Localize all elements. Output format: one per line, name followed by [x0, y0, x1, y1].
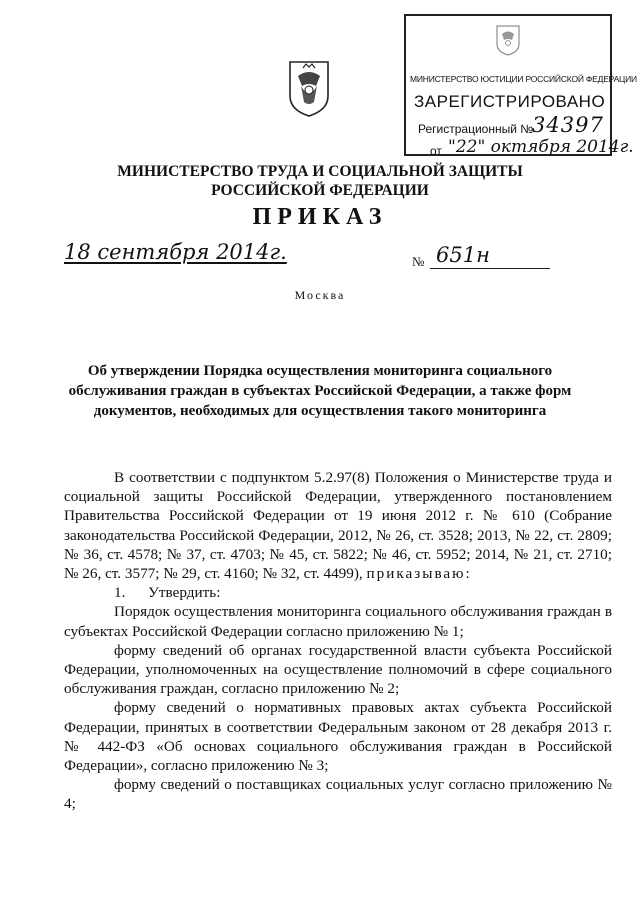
- stamp-date-label: от: [430, 144, 442, 158]
- body-item-1: 1. Утвердить:: [114, 584, 221, 602]
- stamp-date-value: "22" октября 2014г.: [448, 137, 634, 157]
- order-subject: [64, 361, 576, 421]
- order-date: 18 сентября 2014г.: [64, 240, 287, 264]
- body-paragraph-procedure: Порядок осуществления мониторинга социального обслуживания граждан в субъектах Российской Федерации согласно приложению № 1;: [64, 603, 612, 640]
- stamp-emblem-icon: [494, 22, 522, 56]
- order-number-sign: №: [412, 254, 425, 269]
- stamp-registered-label: ЗАРЕГИСТРИРОВАНО: [414, 92, 606, 111]
- city: Москва: [294, 288, 346, 302]
- body-paragraph-form-providers: форму сведений о поставщиках социальных услуг согласно приложению № 4;: [64, 776, 612, 813]
- body-paragraph-form-legal-acts: форму сведений о нормативных правовых актах субъекта Российской Федерации, принятых в соответствии Федеральным законом от 28 декабря 2013 г. № 442-ФЗ «Об основах социального обслуживания граждан в Российской Федерации», согласно приложению № 3;: [64, 699, 612, 775]
- subject-line3: документов, необходимых для осуществления такого мониторинга: [93, 403, 547, 419]
- ministry-name-line1: МИНИСТЕРСТВО ТРУДА И СОЦИАЛЬНОЙ ЗАЩИТЫ: [117, 163, 523, 180]
- state-emblem-icon: [286, 56, 332, 118]
- subject-line1: Об утверждении Порядка осуществления мониторинга социального: [87, 363, 553, 379]
- body-paragraph-preamble: [64, 468, 612, 583]
- order-number-underline: [430, 268, 550, 269]
- document-title: ПРИКАЗ: [252, 204, 388, 230]
- order-verb: приказываю:: [366, 565, 472, 583]
- order-number: 651н: [436, 243, 490, 267]
- stamp-registration-number: 34397: [532, 113, 604, 137]
- ministry-name-line2: РОССИЙСКОЙ ФЕДЕРАЦИИ: [211, 182, 429, 199]
- order-body: [64, 468, 612, 814]
- preamble-text: В соответствии с подпунктом 5.2.97(8) Положения о Министерстве труда и социальной защиты Российской Федерации, утвержденного постановлением Правительства Российской Федерации от 19 июня 2012 г. № 610 (Собрание законодательства Российской Федерации, 2012, № 26, ст. 3528; 2013, № 22, ст. 2809; № 36, ст. 4578; № 37, ст. 4703; № 45, ст. 5822; № 46, ст. 5952; 2014, № 21, ст. 2710; № 26, ст. 3577; № 29, ст. 4160; № 32, ст. 4499),: [64, 469, 612, 583]
- stamp-registration-number-label: Регистрационный №: [418, 122, 534, 136]
- stamp-ministry-name: МИНИСТЕРСТВО ЮСТИЦИИ РОССИЙСКОЙ ФЕДЕРАЦИИ: [410, 74, 637, 84]
- subject-line2: обслуживания граждан в субъектах Российской Федерации, а также форм: [68, 383, 572, 399]
- body-paragraph-form-authorities: форму сведений об органах государственной власти субъекта Российской Федерации, уполномоченных на осуществление полномочий в сфере социального обслуживания граждан, согласно приложению № 2;: [64, 641, 612, 698]
- registration-stamp: [404, 14, 637, 158]
- ministry-name: [80, 162, 560, 200]
